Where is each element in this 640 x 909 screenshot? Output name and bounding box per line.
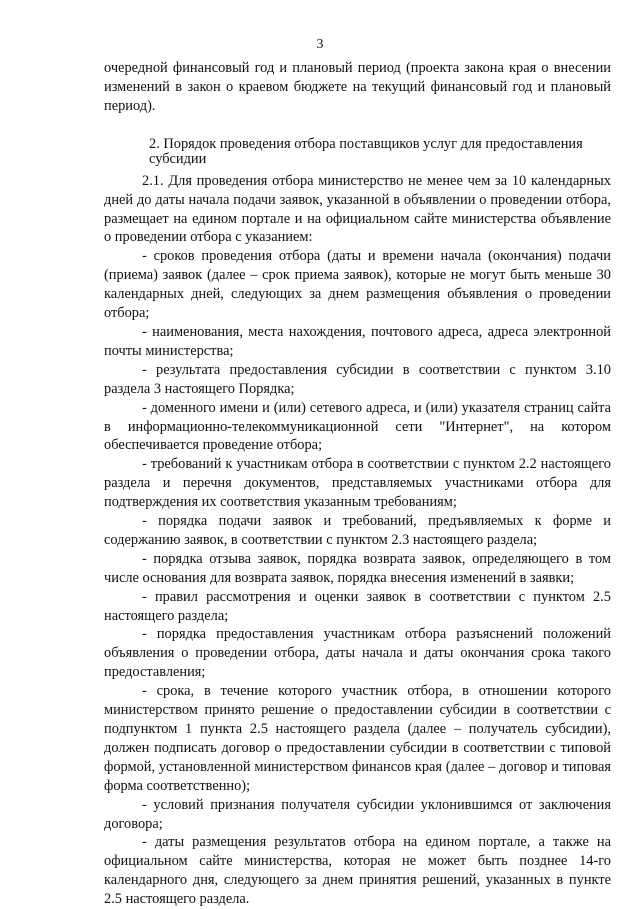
list-item-application-withdrawal: - порядка отзыва заявок, порядка возврата заявок, определяющего в том числе основания для возврата заявок, порядка внесения изменений в заявки; (104, 550, 611, 586)
list-item-evasion-conditions: - условий признания получателя субсидии уклонившимся от заключения договора; (104, 796, 611, 832)
paragraph-2-1: 2.1. Для проведения отбора министерство не менее чем за 10 календарных дней до даты начала подачи заявок, указанной в объявлении о проведении отбора, размещает на едином портале и на официальном сайте министерства объявление о проведении отбора с указанием: (104, 172, 611, 246)
list-item-subsidy-result: - результата предоставления субсидии в соответствии с пунктом 3.10 раздела 3 настоящего Порядка; (104, 361, 611, 397)
list-item-results-publication: - даты размещения результатов отбора на едином портале, а также на официальном сайте министерства, которая не может быть позднее 14-го календарного дня, следующего за днем принятия решений, указанных в пункте 2.5 настоящего раздела. (104, 834, 611, 908)
continuation-paragraph: очередной финансовый год и плановый период (проекта закона края о внесении изменений в закон о краевом бюджете на текущий финансовый год и плановый период). (104, 60, 611, 114)
list-item-ministry-contacts: - наименования, места нахождения, почтового адреса, адреса электронной почты министерства; (104, 323, 611, 359)
list-item-participant-requirements: - требований к участникам отбора в соответствии с пунктом 2.2 настоящего раздела и перечня документов, представляемых участниками отбора для подтверждения их соответствия указанным требованиям; (104, 456, 611, 511)
document-body (104, 59, 611, 909)
list-item-deadlines: - сроков проведения отбора (даты и времени начала (окончания) подачи (приема) заявок (далее – срок приема заявок), которые не могут быть меньше 30 календарных дней, следующих за днем размещения объявления о проведении отбора; (104, 248, 611, 322)
list-item-contract-deadline: - срока, в течение которого участник отбора, в отношении которого министерством принято решение о предоставлении субсидии в соответствии с подпунктом 1 пункта 2.5 настоящего раздела (далее – получатель субсидии), должен подписать договор о предоставлении субсидии в соответствии с типовой формой, установленной министерством финансов края (далее – договор и типовая форма соответственно); (104, 683, 611, 794)
list-item-application-procedure: - порядка подачи заявок и требований, предъявляемых к форме и содержанию заявок, в соответствии с пунктом 2.3 настоящего раздела; (104, 513, 611, 548)
section-heading: 2. Порядок проведения отбора поставщиков услуг для предоставления субсидии (149, 135, 583, 168)
list-item-clarifications: - порядка предоставления участникам отбора разъяснений положений объявления о проведении отбора, даты начала и даты окончания срока такого предоставления; (104, 626, 611, 681)
page-number: 3 (316, 37, 324, 52)
list-item-review-rules: - правил рассмотрения и оценки заявок в соответствии с пунктом 2.5 настоящего раздела; (104, 588, 611, 624)
list-item-domain-name: - доменного имени и (или) сетевого адреса, и (или) указателя страниц сайта в информационно-телекоммуникационной сети "Интернет", на котором обеспечивается проведение отбора; (104, 399, 611, 454)
